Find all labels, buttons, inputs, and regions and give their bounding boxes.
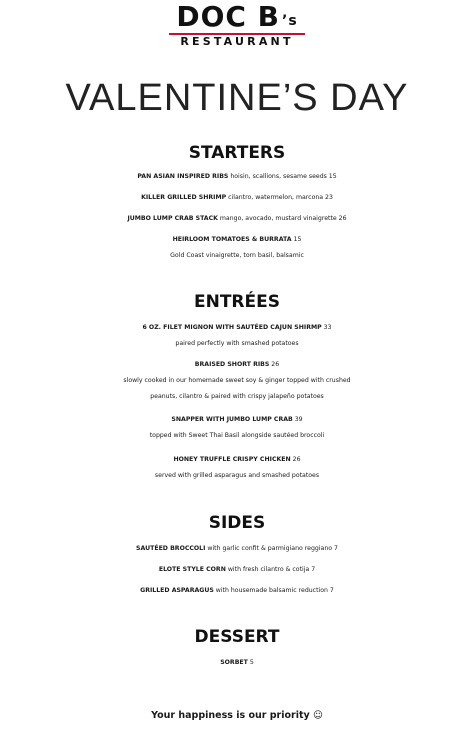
item-name: 6 OZ. FILET MIGNON WITH SAUTÉED CAJUN SHIRMP	[142, 324, 322, 331]
item-name: SNAPPER WITH JUMBO LUMP CRAB	[171, 416, 293, 423]
menu-item	[0, 655, 474, 671]
item-desc: mango, avocado, mustard vinaigrette 26	[217, 215, 347, 222]
menu-item	[0, 320, 474, 336]
item-name: ELOTE STYLE CORN	[158, 566, 226, 573]
logo-subtitle: RESTAURANT	[180, 35, 294, 48]
menu-item	[0, 232, 474, 248]
item-desc: cilantro, watermelon, marcona 23	[226, 194, 333, 201]
item-desc: with garlic confit & parmigiano reggiano 7	[205, 545, 338, 552]
menu-item	[0, 211, 474, 227]
item-name: KILLER GRILLED SHRIMP	[141, 194, 227, 201]
item-name: JUMBO LUMP CRAB STACK	[127, 215, 218, 222]
item-description: peanuts, cilantro & paired with crispy jalapeño potatoes	[150, 393, 324, 400]
item-description: served with grilled asparagus and smashed potatoes	[154, 472, 320, 479]
menu-item	[0, 562, 474, 578]
item-description: slowly cooked in our homemade sweet soy & ginger topped with crushed	[123, 377, 351, 384]
item-description: topped with Sweet Thai Basil alongside sautéed broccoli	[149, 432, 325, 439]
item-description: Gold Coast vinaigrette, torn basil, balsamic	[170, 252, 304, 259]
item-price: 33	[321, 324, 332, 331]
menu-item	[0, 412, 474, 428]
menu-item	[0, 169, 474, 185]
item-name: BRAISED SHORT RIBS	[194, 361, 270, 368]
sides-heading: SIDES	[208, 513, 266, 533]
item-name: HEIRLOOM TOMATOES & BURRATA	[172, 236, 292, 243]
item-name: SORBET	[220, 659, 248, 666]
item-desc: with housemade balsamic reduction 7	[213, 587, 334, 594]
item-price: 26	[290, 456, 301, 463]
item-price: 26	[269, 361, 280, 368]
menu-item	[0, 357, 474, 373]
menu-item	[0, 583, 474, 599]
item-desc: with fresh cilantro & cotija 7	[225, 566, 316, 573]
menu-item	[0, 190, 474, 206]
footer-tagline: Your happiness is our priority ☺	[151, 710, 323, 721]
item-price: 39	[292, 416, 303, 423]
entrees-heading: ENTRÉES	[194, 292, 280, 312]
page-title: VALENTINE’S DAY	[65, 77, 409, 119]
item-description: paired perfectly with smashed potatoes	[175, 340, 299, 347]
item-name: GRILLED ASPARAGUS	[140, 587, 214, 594]
item-name: PAN ASIAN INSPIRED RIBS	[137, 173, 229, 180]
footer-disclaimer	[0, 724, 474, 732]
logo-wordmark: DOC B $^{’s}$	[176, 0, 298, 33]
menu-item	[0, 452, 474, 468]
item-desc: hoisin, scallions, sesame seeds 15	[228, 173, 337, 180]
restaurant-logo	[0, 0, 474, 49]
item-desc: 15	[291, 236, 302, 243]
dessert-heading: DESSERT	[194, 627, 280, 647]
item-name: SAUTÉED BROCCOLI	[136, 545, 206, 552]
starters-heading: STARTERS	[188, 143, 286, 163]
item-name: HONEY TRUFFLE CRISPY CHICKEN	[173, 456, 291, 463]
item-price: 5	[247, 659, 254, 666]
menu-item	[0, 541, 474, 557]
